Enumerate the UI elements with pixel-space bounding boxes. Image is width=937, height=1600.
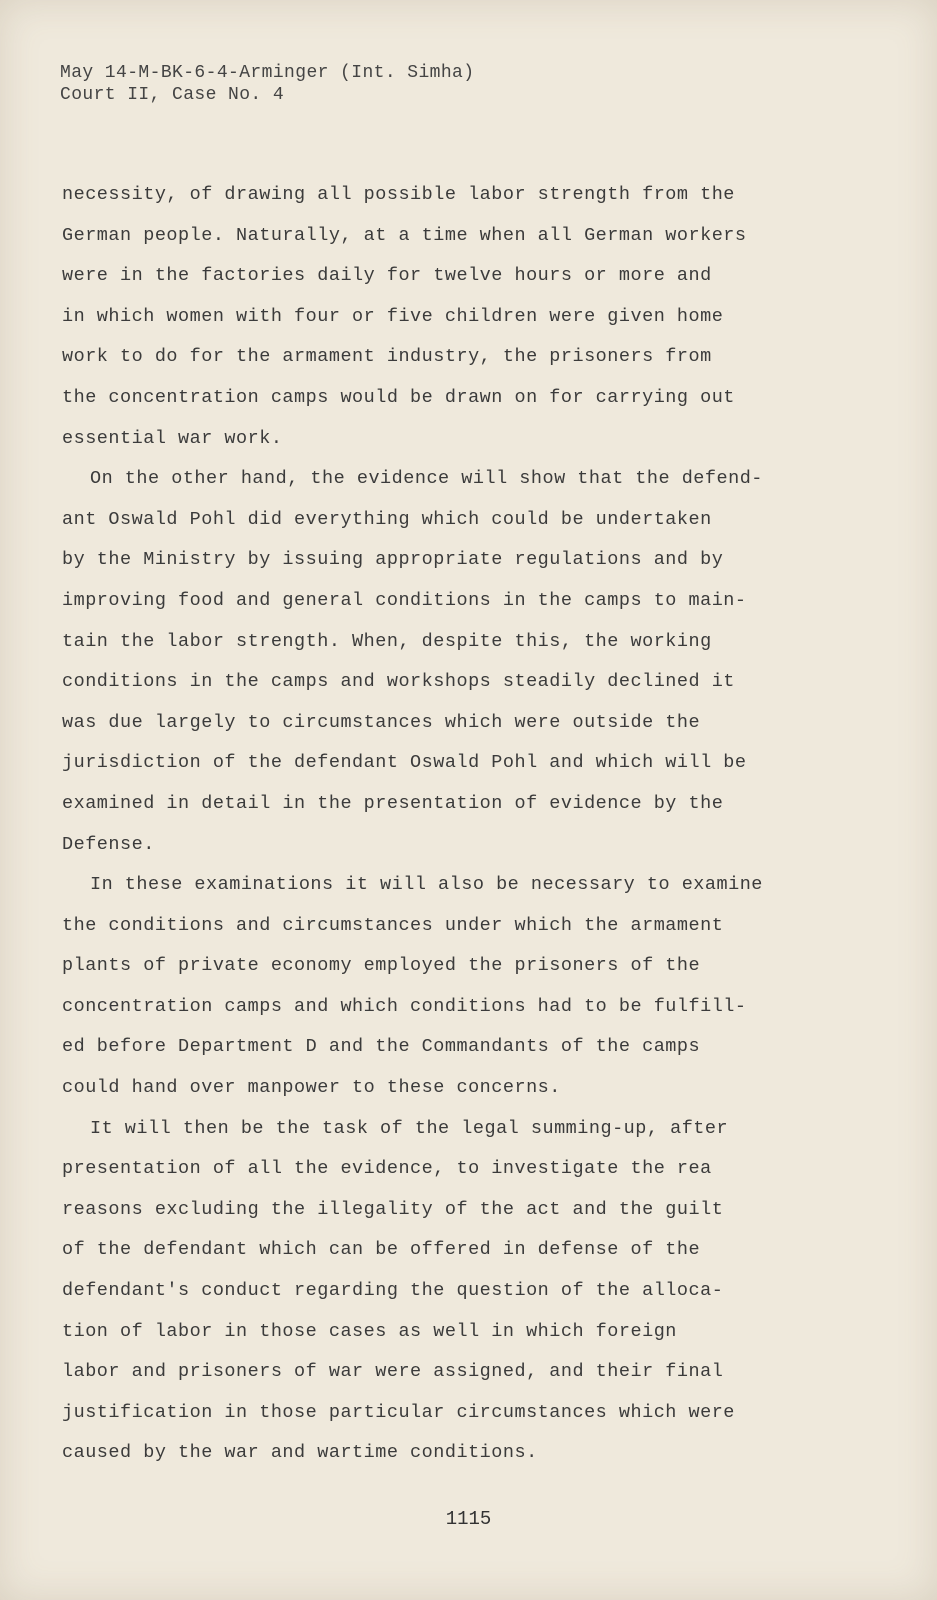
body-line: German people. Naturally, at a time when all German workers (62, 224, 747, 246)
body-line: Defense. (62, 833, 155, 855)
body-line: justification in those particular circumstances which were (62, 1401, 735, 1423)
body-line: in which women with four or five children were given home (62, 305, 724, 327)
body-line: the concentration camps would be drawn on for carrying out (62, 386, 735, 408)
body-line: conditions in the camps and workshops steadily declined it (62, 671, 735, 693)
body-line: examined in detail in the presentation of evidence by the (62, 792, 724, 814)
body-line: essential war work. (62, 427, 283, 449)
page-number: 1115 (445, 1508, 492, 1530)
paragraph-start-line: In these examinations it will also be necessary to examine (90, 874, 763, 896)
body-line: reasons excluding the illegality of the act and the guilt (62, 1198, 724, 1220)
body-line: necessity, of drawing all possible labor strength from the (62, 184, 735, 205)
body-line: of the defendant which can be offered in defense of the (62, 1239, 701, 1261)
body-line: plants of private economy employed the prisoners of the (62, 955, 701, 977)
body-line: defendant's conduct regarding the question of the alloca- (62, 1280, 724, 1302)
body-line: tain the labor strength. When, despite this, the working (62, 630, 712, 652)
body-line: was due largely to circumstances which were outside the (62, 711, 701, 733)
body-line: work to do for the armament industry, the prisoners from (62, 346, 712, 368)
body-line: by the Ministry by issuing appropriate regulations and by (62, 549, 724, 571)
body-line: ant Oswald Pohl did everything which could be undertaken (62, 508, 712, 530)
body-line: concentration camps and which conditions had to be fulfill- (62, 995, 747, 1017)
header-reference-line: May 14-M-BK-6-4-Arminger (Int. Simha) (60, 63, 475, 83)
body-line: tion of labor in those cases as well in which foreign (62, 1320, 677, 1342)
body-line: were in the factories daily for twelve hours or more and (62, 265, 712, 287)
body-line: ed before Department D and the Commandants of the camps (62, 1036, 701, 1058)
document-header (60, 62, 474, 106)
body-line: jurisdiction of the defendant Oswald Pohl and which will be (62, 752, 747, 774)
paragraph-start-line: It will then be the task of the legal summing-up, after (90, 1117, 729, 1139)
body-line: the conditions and circumstances under which the armament (62, 914, 724, 936)
body-line: could hand over manpower to these concerns. (62, 1077, 561, 1099)
body-line: improving food and general conditions in the camps to main- (62, 589, 747, 611)
body-line: labor and prisoners of war were assigned, and their final (62, 1361, 724, 1383)
body-line: caused by the war and wartime conditions. (62, 1442, 538, 1464)
header-court-case-line: Court II, Case No. 4 (60, 85, 285, 105)
document-body (62, 175, 822, 1474)
paragraph-start-line: On the other hand, the evidence will show that the defend- (90, 468, 763, 490)
body-line: presentation of all the evidence, to investigate the rea (62, 1158, 712, 1180)
